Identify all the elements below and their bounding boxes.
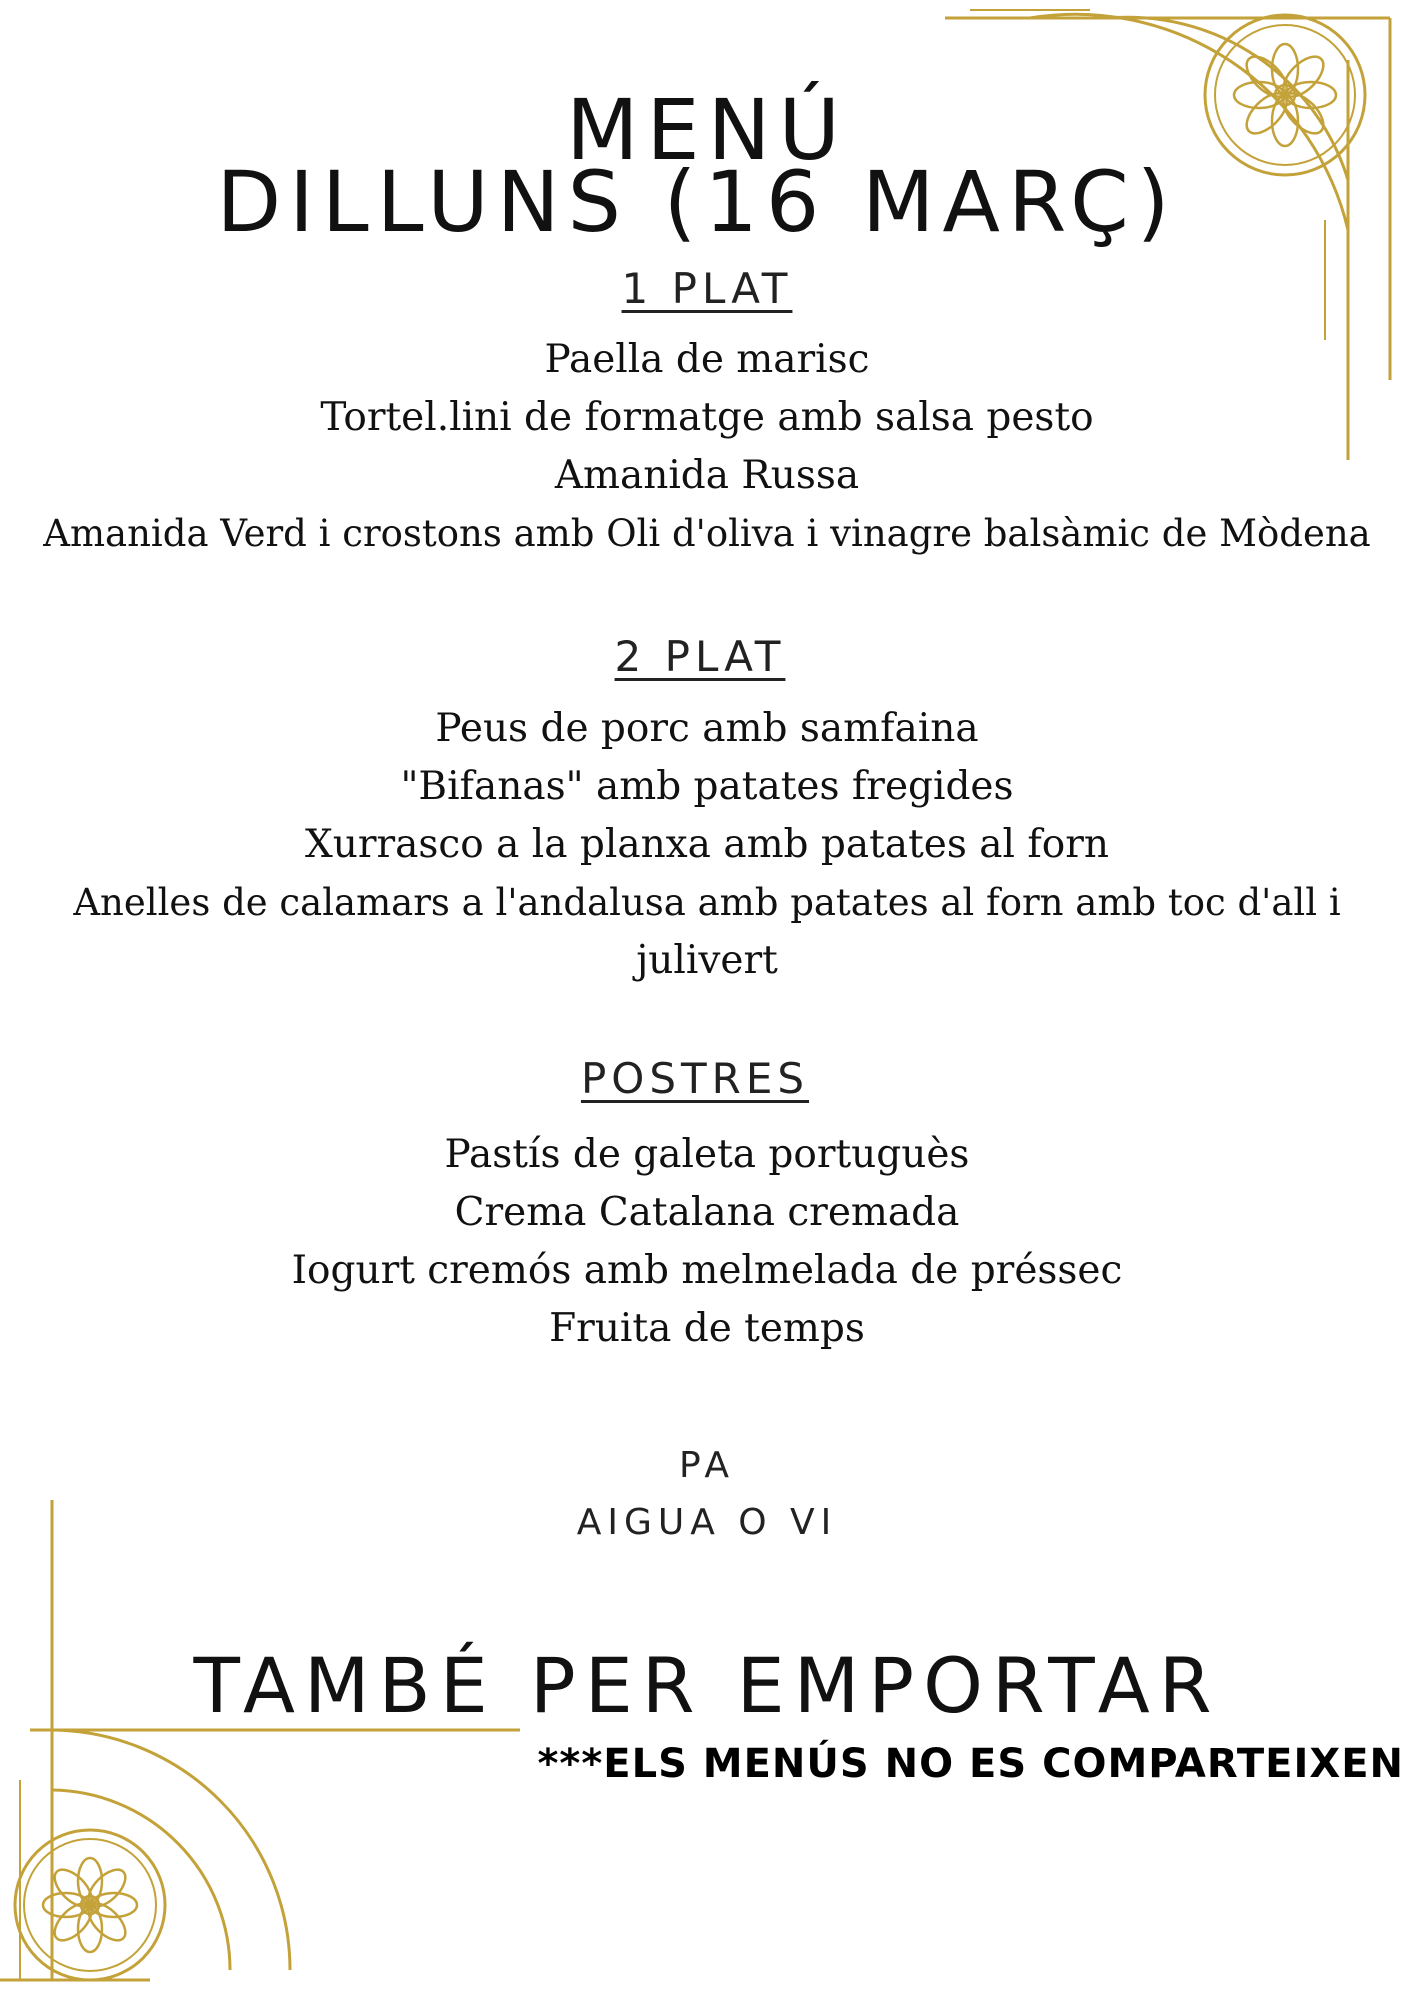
list-item: Amanida Russa <box>554 453 860 498</box>
no-sharing-notice: ***ELS MENÚS NO ES COMPARTEIXEN <box>537 1741 1404 1787</box>
list-item: "Bifanas" amb patates fregides <box>400 764 1014 809</box>
list-item: Tortel.lini de formatge amb salsa pesto <box>320 395 1094 440</box>
flower-medallion-icon <box>43 1858 137 1952</box>
list-item: julivert <box>636 938 778 983</box>
list-item: Peus de porc amb samfaina <box>435 706 979 751</box>
list-item: Pastís de galeta portuguès <box>444 1132 970 1177</box>
list-item: Anelles de calamars a l'andalusa amb patates al forn amb toc d'all i <box>73 881 1341 924</box>
section-title-second-course: 2 PLAT <box>614 632 786 681</box>
bread-label: PA <box>678 1445 736 1486</box>
list-item: Amanida Verd i crostons amb Oli d'oliva i vinagre balsàmic de Mòdena <box>43 512 1371 555</box>
takeaway-heading: TAMBÉ PER EMPORTAR <box>193 1641 1221 1730</box>
list-item: Fruita de temps <box>549 1306 865 1351</box>
desserts-list <box>40 1126 1374 1358</box>
ornament-corner-bottom-left-icon <box>0 1500 560 2000</box>
second-course-list <box>40 700 1374 990</box>
first-course-list <box>40 331 1374 563</box>
list-item: Xurrasco a la planxa amb patates al forn <box>304 822 1110 867</box>
list-item: Paella de marisc <box>544 337 870 382</box>
section-title-first-course: 1 PLAT <box>621 264 793 313</box>
menu-date-title: DILLUNS (16 MARÇ) <box>216 153 1178 251</box>
menu-title: MENÚ <box>566 81 848 179</box>
drink-label: AIGUA O VI <box>576 1502 838 1543</box>
list-item: Crema Catalana cremada <box>454 1190 960 1235</box>
list-item: Iogurt cremós amb melmelada de préssec <box>291 1248 1123 1293</box>
section-title-desserts: POSTRES <box>580 1054 810 1103</box>
